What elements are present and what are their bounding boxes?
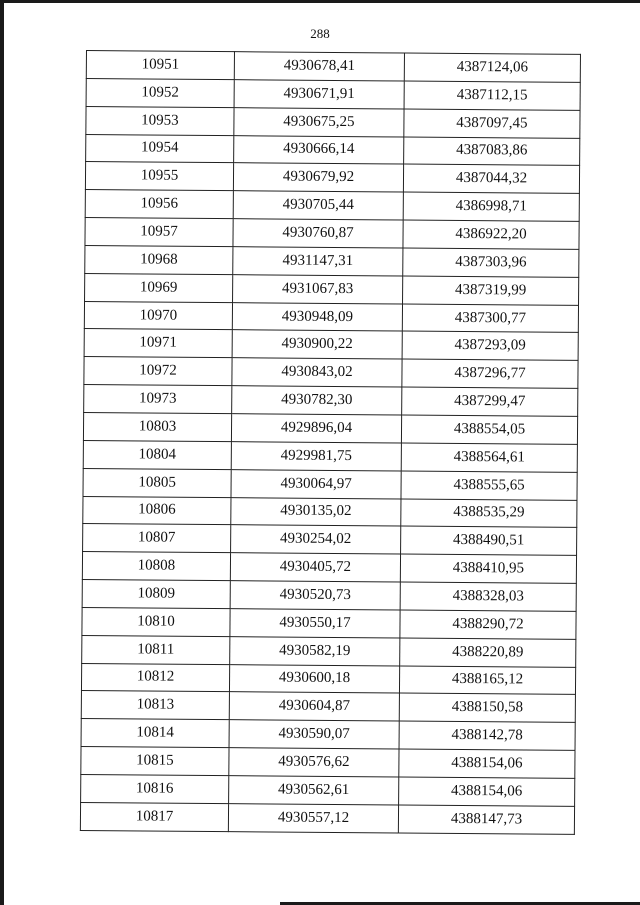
- point-number-cell: 10970: [84, 301, 232, 330]
- y-coordinate-cell: 4388142,78: [399, 721, 575, 750]
- scan-border-left: [0, 0, 4, 905]
- x-coordinate-cell: 4930582,19: [230, 636, 400, 665]
- y-coordinate-cell: 4387293,09: [402, 331, 578, 360]
- point-number-cell: 10955: [85, 162, 233, 191]
- y-coordinate-cell: 4388564,61: [401, 443, 577, 472]
- table-row: [86, 106, 580, 138]
- y-coordinate-cell: 4387112,15: [404, 81, 580, 110]
- y-coordinate-cell: 4388535,29: [401, 498, 577, 527]
- y-coordinate-cell: 4388555,65: [401, 471, 577, 500]
- table-row: [81, 719, 575, 751]
- table-row: [86, 134, 580, 166]
- y-coordinate-cell: 4387300,77: [402, 304, 578, 333]
- point-number-cell: 10806: [83, 496, 231, 525]
- y-coordinate-cell: 4388154,06: [399, 749, 575, 778]
- x-coordinate-cell: 4930900,22: [232, 330, 402, 359]
- point-number-cell: 10956: [85, 190, 233, 219]
- y-coordinate-cell: 4387319,99: [403, 276, 579, 305]
- y-coordinate-cell: 4388328,03: [400, 582, 576, 611]
- table-row: [85, 162, 579, 194]
- x-coordinate-cell: 4930520,73: [230, 581, 400, 610]
- x-coordinate-cell: 4930405,72: [230, 553, 400, 582]
- table-row: [81, 747, 575, 779]
- x-coordinate-cell: 4930760,87: [233, 219, 403, 248]
- point-number-cell: 10954: [86, 134, 234, 163]
- x-coordinate-cell: 4930576,62: [229, 748, 399, 777]
- page-number: 288: [310, 26, 330, 41]
- point-number-cell: 10808: [82, 552, 230, 581]
- x-coordinate-cell: 4930600,18: [229, 664, 399, 693]
- table-row: [86, 78, 580, 110]
- point-number-cell: 10804: [83, 440, 231, 469]
- y-coordinate-cell: 4388410,95: [400, 554, 576, 583]
- y-coordinate-cell: 4388147,73: [398, 805, 574, 834]
- table-row: [83, 524, 577, 556]
- x-coordinate-cell: 4930843,02: [232, 358, 402, 387]
- table-row: [82, 635, 576, 667]
- y-coordinate-cell: 4388220,89: [400, 638, 576, 667]
- x-coordinate-cell: 4930254,02: [231, 525, 401, 554]
- x-coordinate-cell: 4930666,14: [234, 135, 404, 164]
- table-row: [83, 496, 577, 528]
- y-coordinate-cell: 4386998,71: [403, 192, 579, 221]
- table-row: [85, 190, 579, 222]
- table-row: [82, 607, 576, 639]
- point-number-cell: 10816: [81, 774, 229, 803]
- x-coordinate-cell: 4930675,25: [234, 107, 404, 136]
- x-coordinate-cell: 4930948,09: [232, 302, 402, 331]
- x-coordinate-cell: 4930557,12: [228, 803, 398, 832]
- y-coordinate-cell: 4388150,58: [399, 693, 575, 722]
- y-coordinate-cell: 4388490,51: [401, 526, 577, 555]
- y-coordinate-cell: 4386922,20: [403, 220, 579, 249]
- table-row: [84, 329, 578, 361]
- x-coordinate-cell: 4930590,07: [229, 720, 399, 749]
- point-number-cell: 10812: [81, 663, 229, 692]
- scan-border-top: [0, 0, 640, 3]
- x-coordinate-cell: 4930671,91: [234, 80, 404, 109]
- y-coordinate-cell: 4387303,96: [403, 248, 579, 277]
- table-row: [81, 774, 575, 806]
- point-number-cell: 10803: [83, 412, 231, 441]
- table-row: [85, 218, 579, 250]
- y-coordinate-cell: 4387097,45: [404, 109, 580, 138]
- y-coordinate-cell: 4387124,06: [404, 53, 580, 82]
- y-coordinate-cell: 4388154,06: [399, 777, 575, 806]
- y-coordinate-cell: 4387296,77: [402, 359, 578, 388]
- table-row: [86, 51, 580, 83]
- table-row: [82, 552, 576, 584]
- table-row: [83, 440, 577, 472]
- table-row: [84, 385, 578, 417]
- table-row: [81, 691, 575, 723]
- x-coordinate-cell: 4929896,04: [231, 414, 401, 443]
- x-coordinate-cell: 4930678,41: [234, 52, 404, 81]
- x-coordinate-cell: 4930562,61: [229, 776, 399, 805]
- x-coordinate-cell: 4930604,87: [229, 692, 399, 721]
- x-coordinate-cell: 4929981,75: [231, 441, 401, 470]
- point-number-cell: 10817: [80, 802, 228, 831]
- coordinates-table-container: [80, 50, 580, 834]
- y-coordinate-cell: 4387083,86: [404, 137, 580, 166]
- point-number-cell: 10811: [82, 635, 230, 664]
- point-number-cell: 10809: [82, 580, 230, 609]
- y-coordinate-cell: 4387044,32: [403, 164, 579, 193]
- table-row: [84, 357, 578, 389]
- table-row: [81, 663, 575, 695]
- coordinates-table-body: [80, 51, 580, 834]
- point-number-cell: 10814: [81, 719, 229, 748]
- y-coordinate-cell: 4388165,12: [399, 666, 575, 695]
- point-number-cell: 10813: [81, 691, 229, 720]
- point-number-cell: 10969: [85, 273, 233, 302]
- point-number-cell: 10815: [81, 747, 229, 776]
- x-coordinate-cell: 4930064,97: [231, 469, 401, 498]
- x-coordinate-cell: 4931147,31: [233, 247, 403, 276]
- y-coordinate-cell: 4387299,47: [402, 387, 578, 416]
- x-coordinate-cell: 4931067,83: [233, 274, 403, 303]
- x-coordinate-cell: 4930782,30: [232, 386, 402, 415]
- point-number-cell: 10951: [86, 51, 234, 80]
- table-row: [83, 412, 577, 444]
- y-coordinate-cell: 4388290,72: [400, 610, 576, 639]
- table-row: [85, 273, 579, 305]
- table-row: [82, 580, 576, 612]
- point-number-cell: 10807: [83, 524, 231, 553]
- point-number-cell: 10953: [86, 106, 234, 135]
- x-coordinate-cell: 4930679,92: [233, 163, 403, 192]
- x-coordinate-cell: 4930135,02: [231, 497, 401, 526]
- table-row: [83, 468, 577, 500]
- point-number-cell: 10805: [83, 468, 231, 497]
- x-coordinate-cell: 4930705,44: [233, 191, 403, 220]
- y-coordinate-cell: 4388554,05: [401, 415, 577, 444]
- point-number-cell: 10971: [84, 329, 232, 358]
- point-number-cell: 10952: [86, 78, 234, 107]
- point-number-cell: 10957: [85, 218, 233, 247]
- point-number-cell: 10968: [85, 245, 233, 274]
- point-number-cell: 10972: [84, 357, 232, 386]
- point-number-cell: 10810: [82, 607, 230, 636]
- point-number-cell: 10973: [84, 385, 232, 414]
- coordinates-table: [80, 50, 581, 834]
- table-row: [85, 245, 579, 277]
- table-row: [80, 802, 574, 834]
- table-row: [84, 301, 578, 333]
- x-coordinate-cell: 4930550,17: [230, 609, 400, 638]
